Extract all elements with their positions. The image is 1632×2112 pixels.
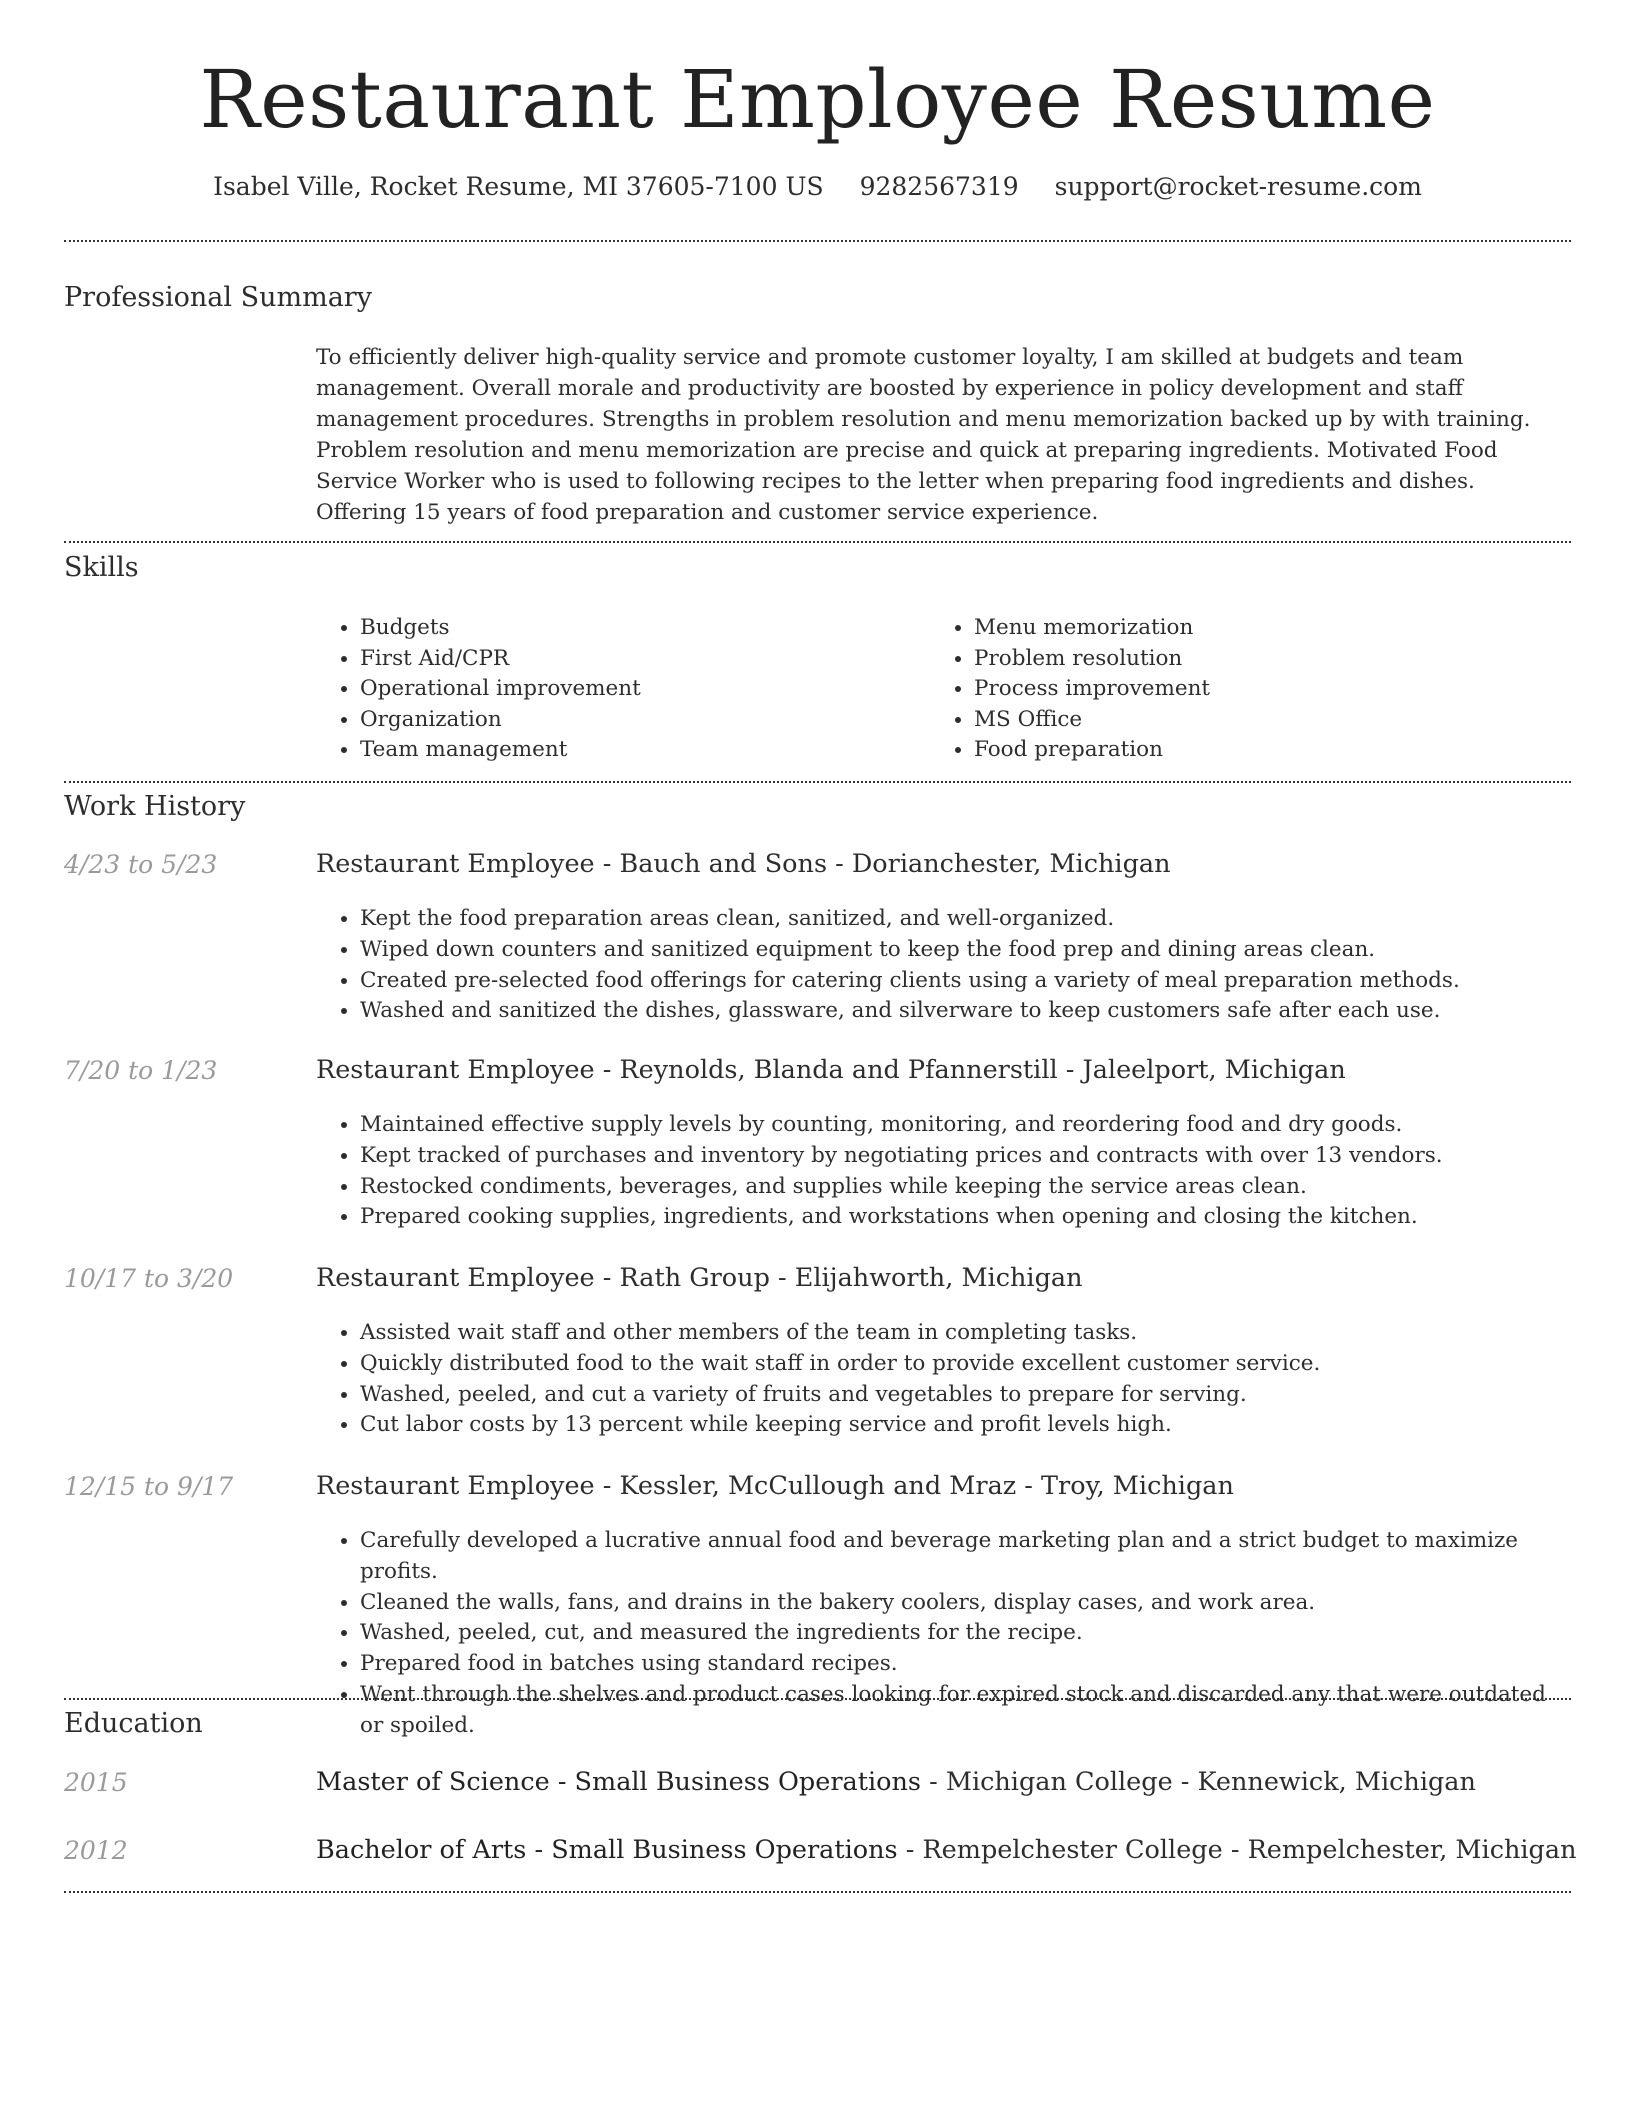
skills-list-left	[316, 613, 641, 766]
edu-location: Kennewick, Michigan	[1197, 1767, 1476, 1797]
contact-line	[64, 172, 1571, 201]
job-bullet: • Carefully developed a lucrative annual food and beverage marketing plan and a strict budget to maximize profits.	[360, 1526, 1571, 1588]
job-bullet: • Went through the shelves and product cases looking for expired stock and discarded any that were outdated or spoiled.	[360, 1680, 1571, 1742]
job-bullet: • Maintained effective supply levels by counting, monitoring, and reordering food and dry goods.	[360, 1110, 1571, 1141]
job-bullet: • Washed, peeled, and cut a variety of fruits and vegetables to prepare for serving.	[360, 1380, 1571, 1411]
job-heading: Restaurant Employee - Rath Group - Elijahworth, Michigan	[316, 1263, 1083, 1293]
edu-heading: Bachelor of Arts - Small Business Operations - Rempelchester College - Rempelchester, Michigan	[316, 1835, 1577, 1865]
skill-item: • First Aid/CPR	[360, 644, 641, 675]
contact-email: support@rocket-resume.com	[1054, 172, 1422, 201]
skill-item: • Process improvement	[974, 674, 1210, 705]
job-bullet: • Kept tracked of purchases and inventory by negotiating prices and contracts with over 13 vendors.	[360, 1141, 1571, 1172]
job-location: Elijahworth, Michigan	[794, 1263, 1083, 1293]
job-bullets	[316, 1318, 1571, 1441]
divider	[64, 541, 1571, 543]
job-bullet: • Cleaned the walls, fans, and drains in the bakery coolers, display cases, and work area.	[360, 1588, 1571, 1619]
job-bullet: • Cut labor costs by 13 percent while keeping service and profit levels high.	[360, 1410, 1571, 1441]
divider	[64, 1698, 1571, 1700]
divider	[64, 1891, 1571, 1893]
skill-item: • Menu memorization	[974, 613, 1210, 644]
contact-phone: 9282567319	[859, 172, 1019, 201]
job-heading: Restaurant Employee - Bauch and Sons - Dorianchester, Michigan	[316, 849, 1171, 879]
job-title: Restaurant Employee	[316, 1055, 595, 1085]
job-bullet: • Created pre-selected food offerings for catering clients using a variety of meal preparation methods.	[360, 966, 1571, 997]
job-title: Restaurant Employee	[316, 849, 595, 879]
section-title-summary: Professional Summary	[64, 282, 372, 313]
job-company: Bauch and Sons	[619, 849, 828, 879]
job-location: Troy, Michigan	[1041, 1471, 1234, 1501]
resume-title: Restaurant Employee Resume	[199, 53, 1436, 146]
job-bullets	[316, 1110, 1571, 1233]
job-bullet: • Washed and sanitized the dishes, glassware, and silverware to keep customers safe after each use.	[360, 996, 1571, 1027]
job-title: Restaurant Employee	[316, 1471, 595, 1501]
edu-school: Michigan College	[945, 1767, 1173, 1797]
job-company: Kessler, McCullough and Mraz	[619, 1471, 1017, 1501]
job-company: Reynolds, Blanda and Pfannerstill	[619, 1055, 1058, 1085]
job-bullet: • Wiped down counters and sanitized equipment to keep the food prep and dining areas clean.	[360, 935, 1571, 966]
job-bullets	[316, 904, 1571, 1027]
job-bullet: • Prepared cooking supplies, ingredients, and workstations when opening and closing the kitchen.	[360, 1202, 1571, 1233]
job-bullets	[316, 1526, 1571, 1742]
divider	[64, 240, 1571, 242]
job-dates: 7/20 to 1/23	[64, 1056, 218, 1085]
edu-degree: Master of Science - Small Business Operations	[316, 1767, 921, 1797]
section-title-education: Education	[64, 1708, 203, 1739]
edu-location: Rempelchester, Michigan	[1247, 1835, 1577, 1865]
edu-school: Rempelchester College	[922, 1835, 1223, 1865]
job-bullet: • Prepared food in batches using standard recipes.	[360, 1649, 1571, 1680]
contact-address: Isabel Ville, Rocket Resume, MI 37605-7100 US	[213, 172, 824, 201]
job-location: Dorianchester, Michigan	[851, 849, 1171, 879]
job-bullet: • Restocked condiments, beverages, and supplies while keeping the service areas clean.	[360, 1172, 1571, 1203]
edu-degree: Bachelor of Arts - Small Business Operations	[316, 1835, 898, 1865]
skill-item: • MS Office	[974, 705, 1210, 736]
job-heading: Restaurant Employee - Kessler, McCullough and Mraz - Troy, Michigan	[316, 1471, 1234, 1501]
job-bullet: • Quickly distributed food to the wait staff in order to provide excellent customer service.	[360, 1349, 1571, 1380]
edu-year: 2015	[64, 1768, 128, 1797]
job-company: Rath Group	[619, 1263, 770, 1293]
job-dates: 12/15 to 9/17	[64, 1472, 234, 1501]
edu-year: 2012	[64, 1836, 128, 1865]
job-bullet: • Kept the food preparation areas clean, sanitized, and well-organized.	[360, 904, 1571, 935]
skill-item: • Operational improvement	[360, 674, 641, 705]
job-location: Jaleelport, Michigan	[1082, 1055, 1346, 1085]
job-heading: Restaurant Employee - Reynolds, Blanda and Pfannerstill - Jaleelport, Michigan	[316, 1055, 1346, 1085]
edu-heading: Master of Science - Small Business Operations - Michigan College - Kennewick, Michigan	[316, 1767, 1476, 1797]
summary-text: To efficiently deliver high-quality service and promote customer loyalty, I am skilled at budgets and team management. Overall morale and productivity are boosted by experience in policy development and staff management procedures. Strengths in problem resolution and menu memorization backed up by with training. Problem resolution and menu memorization are precise and quick at preparing ingredients. Motivated Food Service Worker who is used to following recipes to the letter when preparing food ingredients and dishes. Offering 15 years of food preparation and customer service experience.	[316, 345, 1531, 525]
job-dates: 10/17 to 3/20	[64, 1264, 234, 1293]
divider	[64, 781, 1571, 783]
section-title-skills: Skills	[64, 552, 139, 583]
job-bullet: • Assisted wait staff and other members of the team in completing tasks.	[360, 1318, 1571, 1349]
job-bullet: • Washed, peeled, cut, and measured the ingredients for the recipe.	[360, 1618, 1571, 1649]
section-title-work: Work History	[64, 791, 246, 822]
skill-item: • Food preparation	[974, 735, 1210, 766]
skill-item: • Problem resolution	[974, 644, 1210, 675]
job-dates: 4/23 to 5/23	[64, 850, 218, 879]
skill-item: • Team management	[360, 735, 641, 766]
skill-item: • Organization	[360, 705, 641, 736]
job-title: Restaurant Employee	[316, 1263, 595, 1293]
skill-item: • Budgets	[360, 613, 641, 644]
skills-list-right	[930, 613, 1210, 766]
